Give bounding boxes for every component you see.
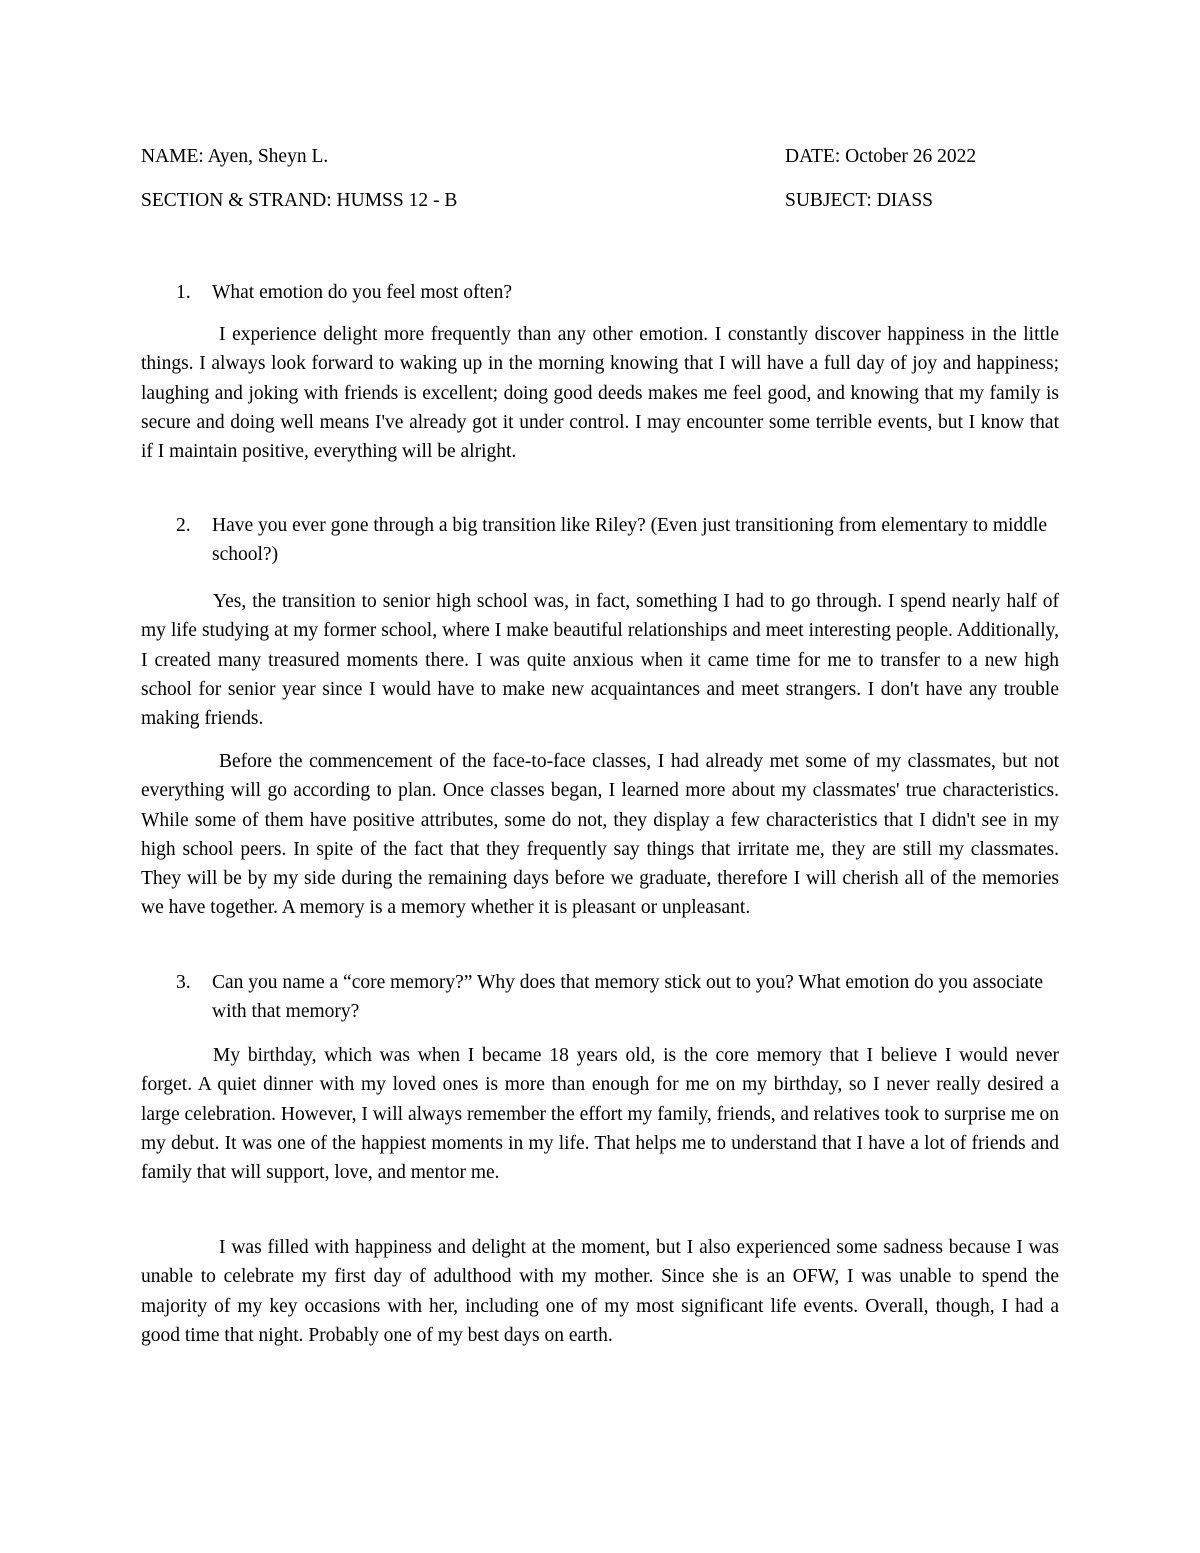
section-strand-label: SECTION & STRAND: HUMSS 12 - B <box>141 190 458 211</box>
question-text: Have you ever gone through a big transition like Riley? (Even just transitioning from elementary to middle school?) <box>212 515 1048 565</box>
answer-paragraph: Yes, the transition to senior high school was, in fact, something I had to go through. I spend nearly half of my life studying at my former school, where I make beautiful relationships and meet interesting people. Additionally, I created many treasured moments there. I was quite anxious when it came time for me to transfer to a new high school for senior year since I would have to make new acquaintances and meet strangers. I don't have any trouble making friends. <box>141 591 1059 730</box>
name-label: NAME: Ayen, Sheyn L. <box>141 146 329 167</box>
answer-paragraph: Before the commencement of the face-to-face classes, I had already met some of my classmates, but not everything will go according to plan. Once classes began, I learned more about my classmates' true characteristics. While some of them have positive attributes, some do not, they display a few characteristics that I didn't see in my high school peers. In spite of the fact that they frequently say things that irritate me, they are still my classmates. They will be by my side during the remaining days before we graduate, therefore I will cherish all of the memories we have together. A memory is a memory whether it is pleasant or unpleasant. <box>141 751 1059 919</box>
question-2 <box>141 511 1061 569</box>
header-row-name-date <box>141 145 1061 169</box>
question-number: 3. <box>176 972 191 993</box>
question-text: Can you name a “core memory?” Why does that memory stick out to you? What emotion do you associate with that memory? <box>212 972 1044 1022</box>
header-row-section-subject <box>141 189 1061 213</box>
question-number: 2. <box>176 515 191 536</box>
question-text: What emotion do you feel most often? <box>212 282 513 303</box>
question-1 <box>141 278 1061 307</box>
answer-paragraph: My birthday, which was when I became 18 years old, is the core memory that I believe I would never forget. A quiet dinner with my loved ones is more than enough for me on my birthday, so I never really desired a large celebration. However, I will always remember the effort my family, friends, and relatives took to surprise me on my debut. It was one of the happiest moments in my life. That helps me to understand that I have a lot of friends and family that will support, love, and mentor me. <box>141 1045 1059 1184</box>
answer-paragraph: I was filled with happiness and delight at the moment, but I also experienced some sadness because I was unable to celebrate my first day of adulthood with my mother. Since she is an OFW, I was unable to spend the majority of my key occasions with her, including one of my most significant life events. Overall, though, I had a good time that night. Probably one of my best days on earth. <box>141 1237 1059 1346</box>
date-label: DATE: October 26 2022 <box>785 146 977 167</box>
question-3 <box>141 968 1061 1026</box>
answer-paragraph: I experience delight more frequently than any other emotion. I constantly discover happiness in the little things. I always look forward to waking up in the morning knowing that I will have a full day of joy and happiness; laughing and joking with friends is excellent; doing good deeds makes me feel good, and knowing that my family is secure and doing well means I've already got it under control. I may encounter some terrible events, but I know that if I maintain positive, everything will be alright. <box>141 324 1059 463</box>
subject-label: SUBJECT: DIASS <box>785 190 934 211</box>
question-number: 1. <box>176 282 191 303</box>
